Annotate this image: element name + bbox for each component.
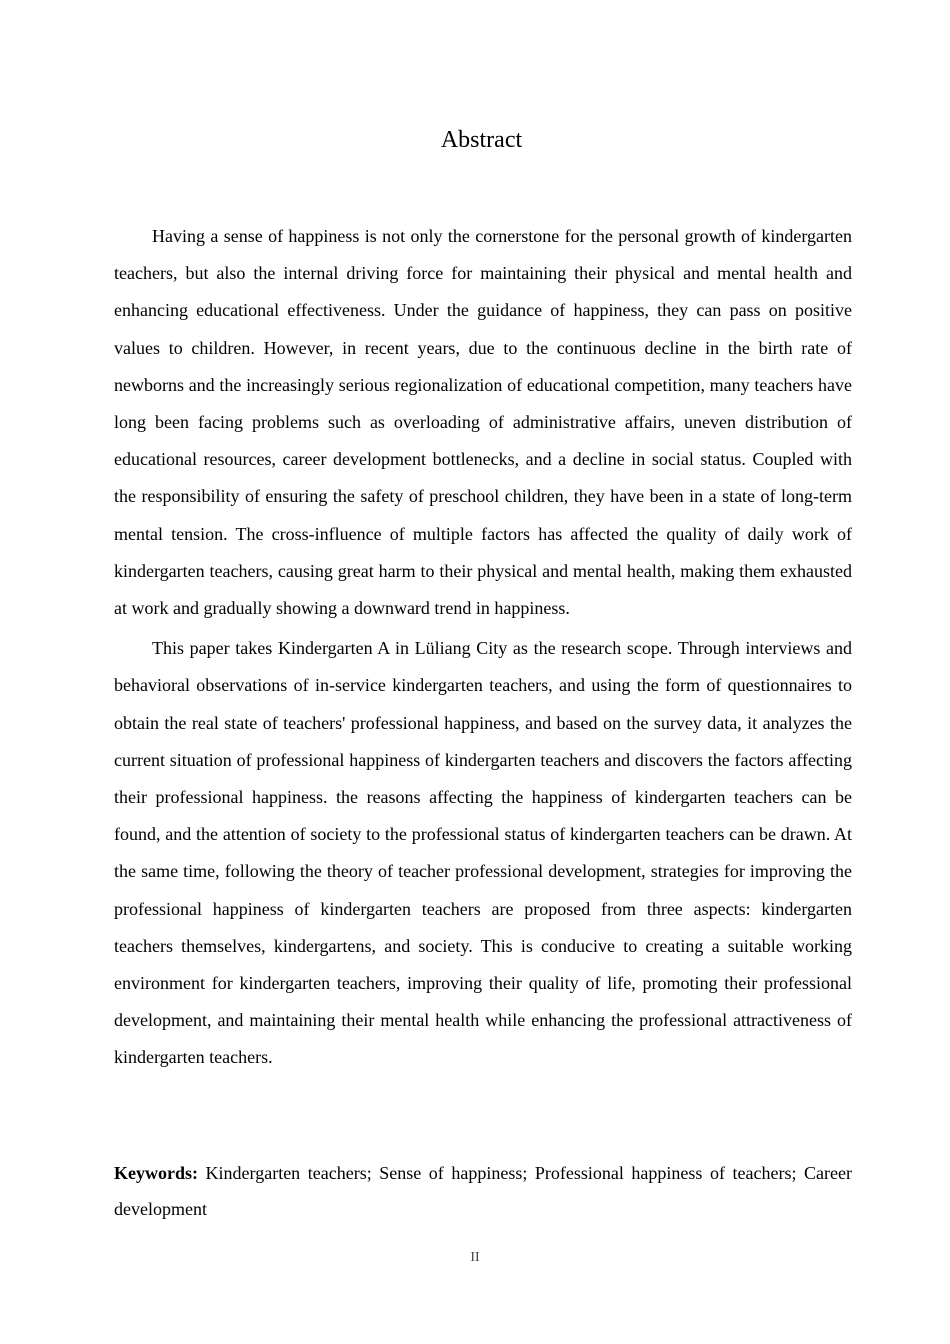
keywords-line bbox=[114, 1155, 852, 1227]
abstract-paragraph-2: This paper takes Kindergarten A in Lüliang City as the research scope. Through interviews and behavioral observations of in-service kindergarten teachers, and using the form of questionnaires to obtain the real state of teachers' professional happiness, and based on the survey data, it analyzes the current situation of professional happiness of kindergarten teachers and discovers the factors affecting their professional happiness. the reasons affecting the happiness of kindergarten teachers can be found, and the attention of society to the professional status of kindergarten teachers can be drawn. At the same time, following the theory of teacher professional development, strategies for improving the professional happiness of kindergarten teachers are proposed from three aspects: kindergarten teachers themselves, kindergartens, and society. This is conducive to creating a suitable working environment for kindergarten teachers, improving their quality of life, promoting their professional development, and maintaining their mental health while enhancing the professional attractiveness of kindergarten teachers. bbox=[114, 638, 852, 1068]
page-number: II bbox=[470, 1250, 480, 1265]
abstract-title: Abstract bbox=[440, 127, 523, 153]
keywords-text: Kindergarten teachers; Sense of happiness; Professional happiness of teachers; Career development bbox=[114, 1163, 852, 1219]
abstract-paragraph-1: Having a sense of happiness is not only the cornerstone for the personal growth of kindergarten teachers, but also the internal driving force for maintaining their physical and mental health and enhancing educational effectiveness. Under the guidance of happiness, they can pass on positive values to children. However, in recent years, due to the continuous decline in the birth rate of newborns and the increasingly serious regionalization of educational competition, many teachers have long been facing problems such as overloading of administrative affairs, uneven distribution of educational resources, career development bottlenecks, and a decline in social status. Coupled with the responsibility of ensuring the safety of preschool children, they have been in a state of long-term mental tension. The cross-influence of multiple factors has affected the quality of daily work of kindergarten teachers, causing great harm to their physical and mental health, making them exhausted at work and gradually showing a downward trend in happiness. bbox=[114, 226, 852, 619]
keywords-label: Keywords: bbox=[114, 1163, 198, 1183]
abstract-body bbox=[114, 218, 852, 1080]
